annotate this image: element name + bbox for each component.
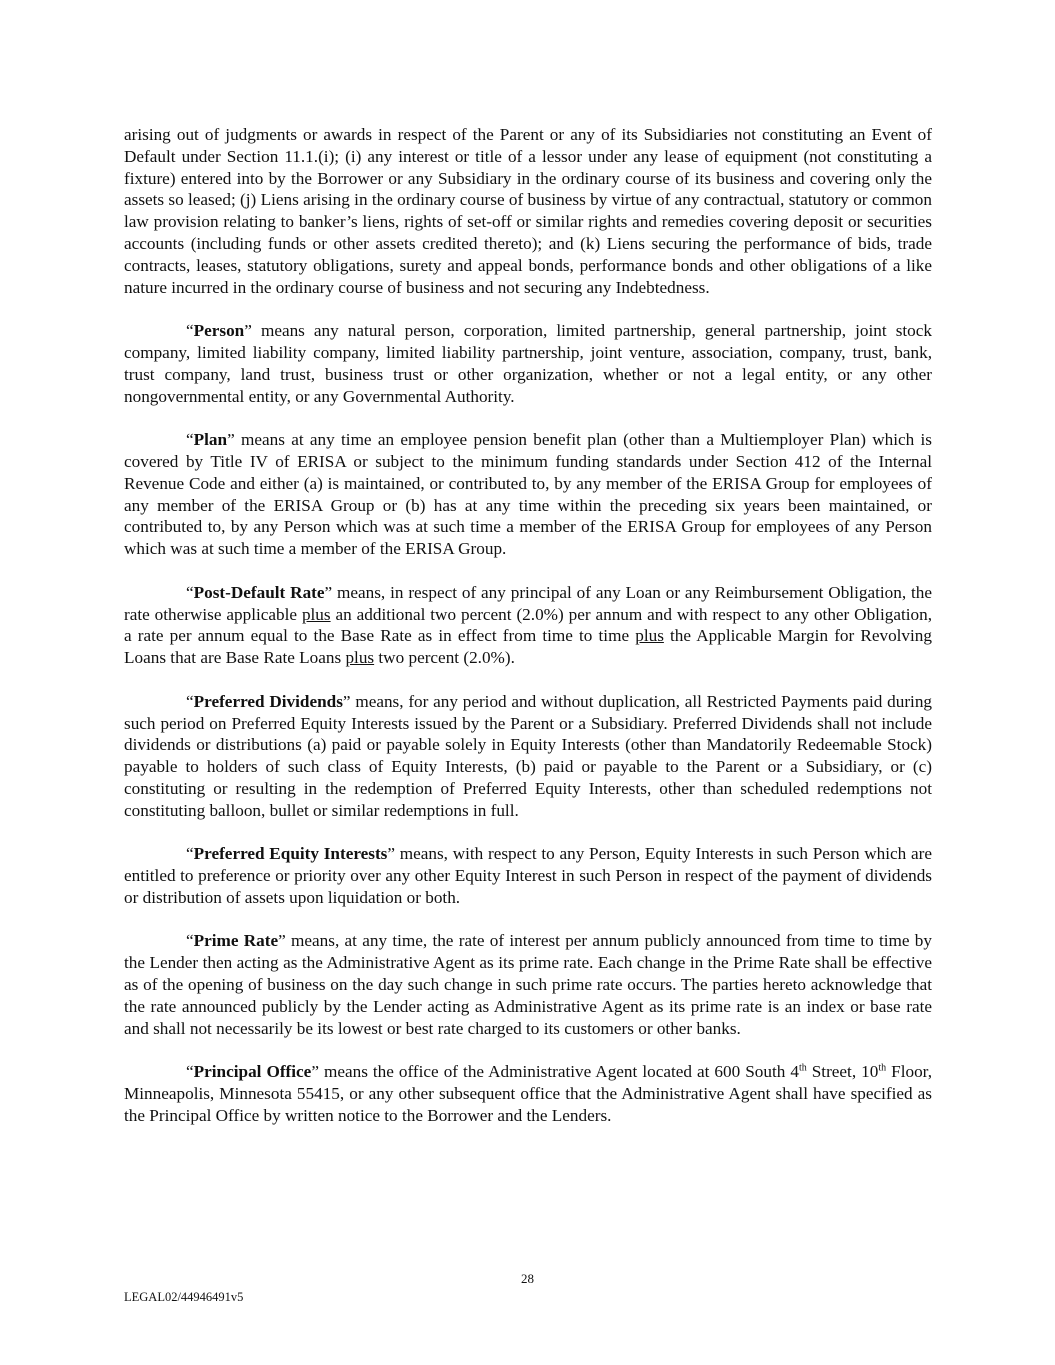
ordinal-suffix: th (798, 1062, 807, 1074)
definition-preferred-equity-interests (124, 843, 932, 908)
defined-term: Person (193, 321, 245, 341)
definition-text: means any natural person, corporation, limited partnership, general partnership, joint stock company, limited liability company, limited liability partnership, joint venture, association, company, trust, bank, trust company, land trust, business trust or other organization, whether or not a legal entity, or any other nongovernmental entity, or any Governmental Authority. (124, 321, 932, 406)
open-quote: “ (186, 1062, 194, 1082)
defined-term: Preferred Dividends (193, 691, 343, 711)
definition-prime-rate (124, 930, 932, 1039)
close-quote: ” (244, 321, 252, 341)
definition-text: means, with respect to any Person, Equity Interests in such Person which are entitled to preference or priority over any other Equity Interest in such Person in respect of the payment of dividends or distribution of assets upon liquidation or both. (124, 844, 932, 907)
defined-term: Preferred Equity Interests (193, 844, 388, 864)
open-quote: “ (186, 430, 194, 450)
close-quote: ” (324, 582, 333, 602)
definition-person (124, 320, 932, 407)
open-quote: “ (186, 931, 194, 951)
page-number: 28 (521, 1271, 534, 1286)
underlined-plus: plus (301, 604, 331, 624)
definition-text: means, in respect of any principal of any Loan or any Reimbursement Obligation, the rate otherwise applicable (124, 582, 932, 624)
definition-text: an additional two percent (2.0%) per annum and with respect to any other Obligation, a rate per annum equal to the Base Rate as in effect from time to time (124, 604, 932, 646)
defined-term: Post-Default Rate (193, 582, 325, 602)
document-body (124, 124, 932, 1148)
definition-text: two percent (2.0%). (374, 648, 515, 668)
close-quote: ” (342, 691, 351, 711)
definition-text: Street, 10 (806, 1062, 879, 1082)
open-quote: “ (186, 691, 194, 711)
definition-text: means, for any period and without duplication, all Restricted Payments paid during such period on Preferred Equity Interests issued by the Parent or a Subsidiary. Preferred Dividends shall not include dividends or distributions (a) paid or payable solely in Equity Interests (other than Mandatorily Redeemable Stock) payable to holders of such class of Equity Interests, (b) paid or payable to the Parent or a Subsidiary, or (c) constituting or resulting in the redemption of Preferred Equity Interests, other than scheduled redemptions not constituting balloon, bullet or similar redemptions in full. (124, 691, 933, 820)
defined-term: Plan (193, 430, 228, 450)
definition-text: means the office of the Administrative Agent located at 600 South 4 (318, 1062, 799, 1082)
definition-post-default-rate (124, 582, 932, 669)
definition-plan (124, 429, 932, 560)
underlined-plus: plus (635, 626, 664, 646)
defined-term: Principal Office (193, 1062, 312, 1082)
open-quote: “ (186, 582, 194, 602)
definition-text: Floor, Minneapolis, Minnesota 55415, or any other subsequent office that the Administrative Agent shall have specified as the Principal Office by written notice to the Borrower and the Lenders. (124, 1062, 932, 1125)
close-quote: ” (227, 430, 235, 450)
document-id: LEGAL02/44946491v5 (124, 1290, 244, 1304)
definition-text: the Applicable Margin for Revolving Loans that are Base Rate Loans (124, 626, 932, 668)
paragraph-liens-continued: arising out of judgments or awards in respect of the Parent or any of its Subsidiaries not constituting an Event of Default under Section 11.1.(i); (i) any interest or title of a lessor under any lease of equipment (not constituting a fixture) entered into by the Borrower or any Subsidiary in the ordinary course of its business and covering only the assets so leased; (j) Liens arising in the ordinary course of business by virtue of any contractual, statutory or common law provision relating to banker’s liens, rights of set-off or similar rights and remedies covering deposit or securities accounts (including funds or other assets credited thereto); and (k) Liens securing the performance of bids, trade contracts, leases, statutory obligations, surety and appeal bonds, performance bonds and other obligations of a like nature incurred in the ordinary course of business and not securing any Indebtedness. (124, 125, 932, 297)
definition-text: means, at any time, the rate of interest per annum publicly announced from time to time by the Lender then acting as the Administrative Agent as its prime rate. Each change in the Prime Rate shall be effective as of the opening of business on the day such change in such prime rate occurs. The parties hereto acknowledge that the rate announced publicly by the Lender acting as Administrative Agent as its prime rate is an index or base rate and shall not necessarily be its lowest or best rate charged to its customers or other banks. (124, 931, 932, 1038)
close-quote: ” (387, 844, 396, 864)
ordinal-suffix: th (878, 1062, 887, 1074)
definition-principal-office (124, 1061, 932, 1126)
underlined-plus: plus (345, 648, 375, 668)
definition-preferred-dividends (124, 691, 932, 822)
defined-term: Prime Rate (193, 931, 279, 951)
close-quote: ” (278, 931, 286, 951)
close-quote: ” (311, 1062, 319, 1082)
open-quote: “ (186, 321, 194, 341)
definition-text: means at any time an employee pension benefit plan (other than a Multiemployer Plan) which is covered by Title IV of ERISA or subject to the minimum funding standards under Section 412 of the Internal Revenue Code and either (a) is maintained, or contributed to, by any member of the ERISA Group for employees of any member of the ERISA Group or (b) has at any time within the preceding six years been maintained, or contributed to, by any Person which was at such time a member of the ERISA Group for employees of any Person which was at such time a member of the ERISA Group. (124, 430, 932, 559)
open-quote: “ (186, 844, 194, 864)
